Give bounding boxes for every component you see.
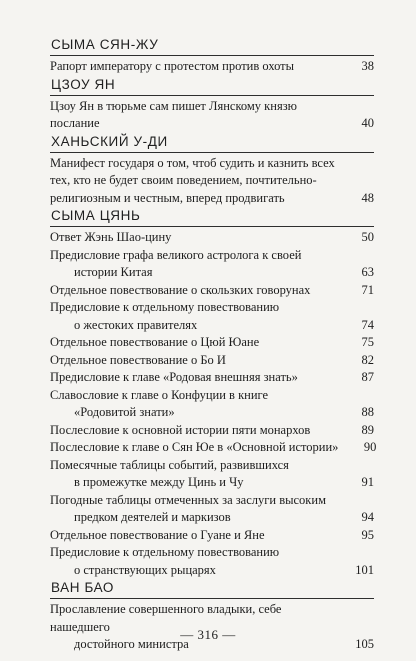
toc-entry[interactable] <box>50 527 374 545</box>
toc-entry[interactable] <box>50 457 374 492</box>
toc-entry[interactable] <box>50 229 374 247</box>
entry-title-line: Манифест государя о том, чтоб судить и казнить всех <box>50 155 335 170</box>
entry-title-text: Послесловие к главе о Сян Юе в «Основной истории» <box>50 440 339 454</box>
entry-title <box>50 387 344 422</box>
entry-title-line <box>50 282 344 300</box>
page-ref: 91 <box>361 475 374 489</box>
entry-title-line: Погодные таблицы отмеченных за заслуги высоким <box>50 492 326 507</box>
entry-title-line <box>50 439 346 457</box>
entry-title <box>50 58 344 76</box>
page-ref: 87 <box>361 370 374 384</box>
entry-title <box>50 492 344 527</box>
toc-entry[interactable] <box>50 155 374 208</box>
entry-title-line <box>50 474 344 492</box>
entry-title <box>50 334 344 352</box>
author-heading: СЫМА СЯН-ЖУ <box>51 37 159 52</box>
page-ref: 82 <box>361 352 374 367</box>
entry-title <box>50 282 344 300</box>
entry-title-line <box>50 317 344 335</box>
entry-title-line <box>50 58 344 76</box>
entry-title-text: Отдельное повествование о Бо И <box>50 352 226 367</box>
entry-title-text: Рапорт императору с протестом против охоты <box>50 59 295 73</box>
entry-title-text: Предисловие к главе «Родовая внешняя знать» <box>50 370 298 384</box>
author-heading: СЫМА ЦЯНЬ <box>51 208 141 223</box>
entry-title-text: в промежутке между Цинь и Чу <box>74 475 244 489</box>
page-number: — 316 — <box>180 627 236 642</box>
entry-title-text: истории Китая <box>74 265 153 279</box>
page-ref: 89 <box>361 422 374 437</box>
entry-title-text: религиозным и честным, вперед продвигать <box>50 190 285 205</box>
section-rule <box>50 226 374 227</box>
entry-title-line <box>50 527 344 545</box>
entry-title-text: Отдельное повествование о скользких говорунах <box>50 282 311 297</box>
entry-title-line <box>50 422 344 440</box>
entry-title-text: «Родовитой знати» <box>74 405 175 419</box>
page-ref: 94 <box>361 510 374 524</box>
entry-title-line <box>50 369 344 387</box>
page-ref: 90 <box>363 440 377 454</box>
entry-title-line <box>50 264 344 282</box>
entry-title-line: Славословие к главе о Конфуции в книге <box>50 387 269 402</box>
toc-entry[interactable] <box>50 492 374 527</box>
entry-title <box>50 544 344 579</box>
entry-title-line: Цзоу Ян в тюрьме сам пишет Лянскому князю <box>50 98 297 113</box>
toc-entry[interactable] <box>50 352 374 370</box>
entry-title-line <box>50 115 344 133</box>
entry-title-line: Прославление совершенного владыки, себе нашедшего <box>50 602 282 634</box>
author-heading: ХАНЬСКИЙ У-ДИ <box>51 133 168 149</box>
toc-entry[interactable] <box>50 387 374 422</box>
toc-entry[interactable] <box>50 98 374 133</box>
page-ref: 95 <box>361 527 374 542</box>
entry-title <box>50 527 344 545</box>
page-ref: 88 <box>361 405 374 419</box>
entry-title-line: тех, кто не будет своим поведением, почтительно- <box>50 173 317 187</box>
toc-entry[interactable] <box>50 422 374 440</box>
section-rule <box>50 95 374 96</box>
toc-entry[interactable] <box>50 439 377 457</box>
entry-title <box>50 98 344 133</box>
entry-title <box>50 457 344 492</box>
author-heading: ЦЗОУ ЯН <box>51 76 116 92</box>
page-ref: 75 <box>361 335 374 349</box>
page-ref: 40 <box>361 116 374 130</box>
entry-title-text: о странствующих рыцарях <box>74 562 216 577</box>
entry-title <box>50 247 344 282</box>
page-ref: 101 <box>355 562 374 577</box>
entry-title-line: Предисловие к отдельному повествованию <box>50 300 280 314</box>
entry-title-line <box>50 562 344 580</box>
page-ref: 71 <box>361 282 374 297</box>
page-ref: 105 <box>355 637 374 651</box>
entry-title-line <box>50 334 344 352</box>
toc-entry[interactable] <box>50 369 374 387</box>
toc-entry[interactable] <box>50 58 374 76</box>
toc-entry[interactable] <box>50 247 374 282</box>
entry-title <box>50 422 344 440</box>
table-of-contents <box>50 36 377 654</box>
toc-entry[interactable] <box>50 544 374 579</box>
entry-title-text: Отдельное повествование о Цюй Юане <box>50 335 260 349</box>
entry-title <box>50 369 344 387</box>
toc-entry[interactable] <box>50 334 374 352</box>
section-rule <box>50 152 374 153</box>
entry-title-line: Помесячные таблицы событий, развившихся <box>50 457 289 472</box>
entry-title-text: Ответ Жэнь Шао-цину <box>50 230 172 244</box>
entry-title-line: Предисловие к отдельному повествованию <box>50 545 280 559</box>
toc-entry[interactable] <box>50 299 374 334</box>
entry-title-text: Послесловие к основной истории пяти монархов <box>50 422 311 437</box>
page-ref: 63 <box>361 265 374 279</box>
entry-title-line <box>50 229 344 247</box>
author-heading: ВАН БАО <box>51 580 115 595</box>
entry-title-text: послание <box>50 116 100 130</box>
entry-title-text: Отдельное повествование о Гуане и Яне <box>50 527 265 542</box>
entry-title-text: достойного министра <box>74 637 189 651</box>
entry-title <box>50 155 344 208</box>
section-rule <box>50 598 374 599</box>
entry-title-line <box>50 190 344 208</box>
entry-title <box>50 299 344 334</box>
toc-entry[interactable] <box>50 282 374 300</box>
entry-title-line: Предисловие графа великого астролога к своей <box>50 247 302 262</box>
entry-title-line <box>50 509 344 527</box>
entry-title <box>50 439 346 457</box>
entry-title-line <box>50 352 344 370</box>
entry-title-line <box>50 404 344 422</box>
entry-title <box>50 229 344 247</box>
page-ref: 50 <box>361 230 374 244</box>
page-ref: 74 <box>361 317 374 332</box>
section-rule <box>50 55 374 56</box>
entry-title <box>50 352 344 370</box>
entry-title-text: о жестоких правителях <box>74 317 198 332</box>
page-ref: 38 <box>361 59 374 73</box>
page-ref: 48 <box>361 190 374 205</box>
entry-title-text: предком деятелей и маркизов <box>74 510 231 524</box>
